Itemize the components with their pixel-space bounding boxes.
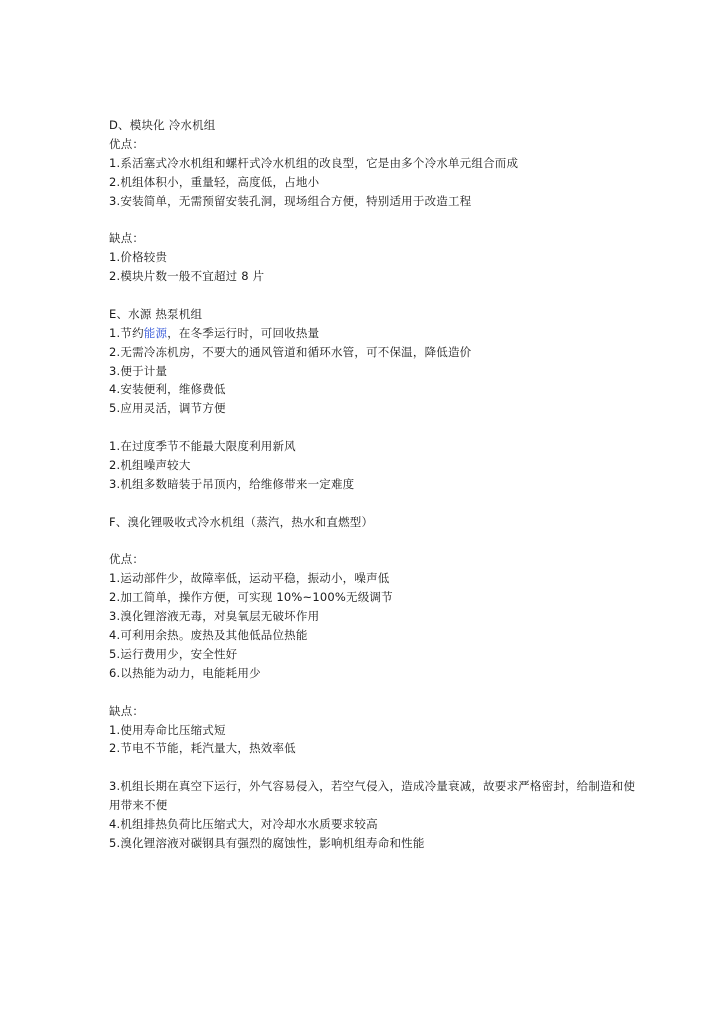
section-f-pro-6: 6.以热能为动力，电能耗用少 xyxy=(109,665,261,680)
blank-line xyxy=(109,683,639,702)
section-d-pros-label: 优点： xyxy=(109,136,145,151)
section-e-pro-2: 2.无需冷冻机房，不要大的通风管道和循环水管，可不保温，降低造价 xyxy=(109,344,472,359)
section-d-pro-3: 3.安装简单，无需预留安装孔洞，现场组合方便，特别适用于改造工程 xyxy=(109,193,472,208)
section-e-con-3: 3.机组多数暗装于吊顶内，给维修带来一定难度 xyxy=(109,476,355,491)
blank-line xyxy=(109,286,639,305)
blank-line xyxy=(109,494,639,513)
section-d-cons-label: 缺点： xyxy=(109,231,145,246)
section-f-heading: F、溴化锂吸收式冷水机组（蒸汽，热水和直燃型） xyxy=(109,514,374,529)
blank-line xyxy=(109,210,639,229)
section-e-pro-3: 3.便于计量 xyxy=(109,363,168,378)
section-f-con-4: 4.机组排热负荷比压缩式大，对冷却水水质要求较高 xyxy=(109,816,378,831)
section-f-pros-label: 优点： xyxy=(109,552,145,567)
section-d-pro-1: 1.系活塞式冷水机组和螺杆式冷水机组的改良型，它是由多个冷水单元组合而成 xyxy=(109,155,519,170)
document-body xyxy=(109,116,639,853)
section-e-con-1: 1.在过度季节不能最大限度利用新风 xyxy=(109,439,296,454)
section-f-pro-5: 5.运行费用少，安全性好 xyxy=(109,646,238,661)
section-e-pro-1-before: 1.节约 xyxy=(109,325,144,340)
section-e-heading: E、水源 热泵机组 xyxy=(109,306,203,321)
section-d-heading: D、模块化 冷水机组 xyxy=(109,118,216,132)
section-f-pro-1: 1.运动部件少，故障率低，运动平稳，振动小，噪声低 xyxy=(109,571,390,586)
section-f-pro-2: 2.加工简单，操作方便，可实现 10%~100%无级调节 xyxy=(109,590,393,605)
section-e-con-2: 2.机组噪声较大 xyxy=(109,458,191,473)
section-d-con-1: 1.价格较贵 xyxy=(109,250,168,265)
energy-link[interactable]: 能源 xyxy=(143,325,168,340)
section-e-pro-4: 4.安装便利，维修费低 xyxy=(109,382,226,397)
section-d-con-2: 2.模块片数一般不宜超过 8 片 xyxy=(109,269,265,284)
section-f-pro-3: 3.溴化锂溶液无毒，对臭氧层无破坏作用 xyxy=(109,609,320,624)
blank-line xyxy=(109,418,639,437)
section-f-con-3: 3.机组长期在真空下运行，外气容易侵入，若空气侵入，造成冷量衰减，故要求严格密封，给制造和使用带来不便 xyxy=(109,779,636,813)
section-e-pro-1 xyxy=(109,324,639,343)
section-e-pro-1-after: ，在冬季运行时，可回收热量 xyxy=(167,325,320,340)
section-f-con-5: 5.溴化锂溶液对碳钢具有强烈的腐蚀性，影响机组寿命和性能 xyxy=(109,835,425,850)
blank-line xyxy=(109,532,639,551)
section-f-cons-label: 缺点： xyxy=(109,703,145,718)
section-f-pro-4: 4.可利用余热。废热及其他低品位热能 xyxy=(109,628,308,643)
section-f-con-1: 1.使用寿命比压缩式短 xyxy=(109,722,226,737)
section-d-pro-2: 2.机组体积小，重量轻，高度低，占地小 xyxy=(109,174,320,189)
section-e-pro-5: 5.应用灵活，调节方便 xyxy=(109,401,226,416)
blank-line xyxy=(109,758,639,777)
section-f-con-2: 2.节电不节能，耗汽量大，热效率低 xyxy=(109,741,296,756)
